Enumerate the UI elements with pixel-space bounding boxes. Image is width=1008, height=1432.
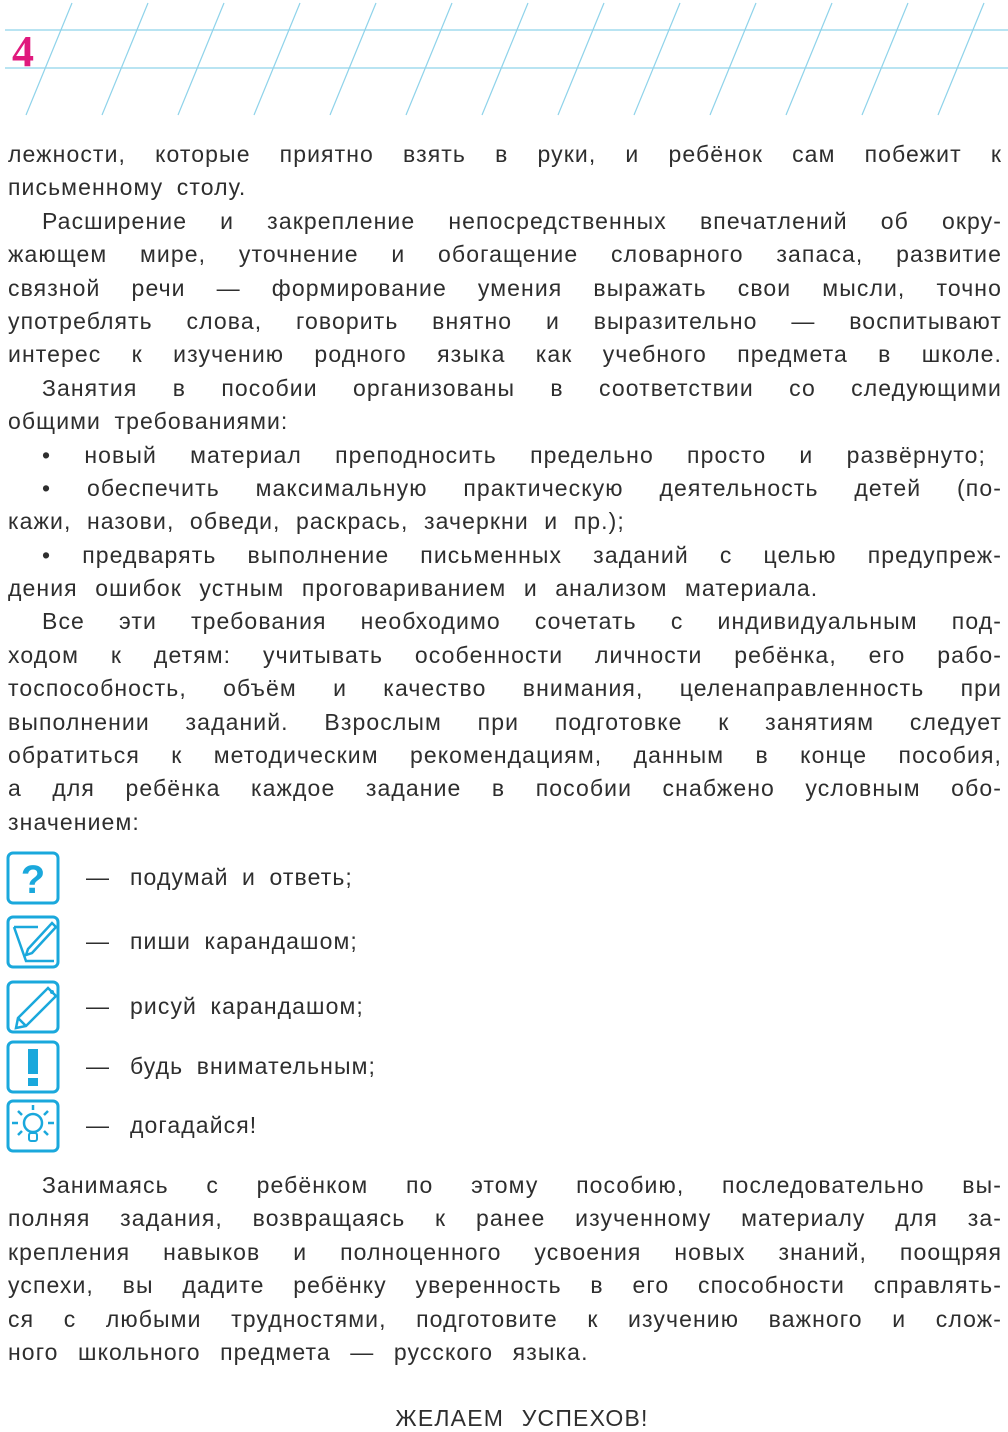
legend-write	[6, 915, 506, 967]
text-line: а для ребёнка каждое задание в пособии снабжено условным обо-	[8, 775, 1002, 802]
text-line: полняя задания, возвращаясь к ранее изученному материалу для за-	[8, 1205, 1002, 1232]
dash: —	[86, 1112, 109, 1138]
legend-attention	[6, 1040, 506, 1092]
text-line: лежности, которые приятно взять в руки, и ребёнок сам побежит к	[8, 141, 1002, 167]
pencil-icon	[6, 980, 60, 1034]
text-line: обратиться к методическим рекомендациям, данным в конце пособия,	[8, 742, 1002, 769]
legend-text: будь внимательным;	[130, 1053, 377, 1079]
bullet-line: • предварять выполнение письменных заданий с целью предупреж-	[42, 541, 1002, 568]
slant-line	[406, 3, 452, 115]
text-line: интерес к изучению родного языка как учебного предмета в школе.	[8, 341, 1002, 368]
slant-line	[634, 3, 680, 115]
slant-line	[710, 3, 756, 115]
slant-line	[482, 3, 528, 115]
text-line: тоспособность, объём и качество внимания, целенаправленность при	[8, 675, 1002, 702]
slant-line	[558, 3, 604, 115]
text-line: связной речи — формирование умения выражать свои мысли, точно	[8, 274, 1002, 301]
bullet-line: • обеспечить максимальную практическую деятельность детей (по-	[42, 474, 1002, 501]
slant-line	[102, 3, 148, 115]
lightbulb-icon	[6, 1099, 60, 1153]
text-line: выполнении заданий. Взрослым при подготовке к занятиям следует	[8, 708, 1002, 735]
legend-text: догадайся!	[130, 1112, 258, 1138]
text-line: ходом к детям: учитывать особенности личности ребёнка, его рабо-	[8, 641, 1002, 668]
text-line: крепления навыков и полноценного усвоения новых знаний, поощряя	[8, 1238, 1002, 1265]
text-line: успехи, вы дадите ребёнку уверенность в его способности справлять-	[8, 1272, 1002, 1299]
dash: —	[86, 864, 109, 890]
text-line: дения ошибок устным проговариванием и анализом материала.	[8, 575, 819, 602]
write-pen-icon	[6, 915, 60, 969]
slant-line	[330, 3, 376, 115]
copybook-ruling	[0, 0, 1008, 120]
text-line: Занимаясь с ребёнком по этому пособию, последовательно вы-	[42, 1172, 1002, 1198]
text-line: Расширение и закрепление непосредственных впечатлений об окру-	[42, 207, 1002, 234]
text-line: ного школьного предмета — русского языка.	[8, 1338, 589, 1365]
text-line: употреблять слова, говорить внятно и выразительно — воспитывают	[8, 307, 1002, 334]
text-line: значением:	[8, 808, 140, 835]
dash: —	[86, 993, 109, 1019]
legend-text: подумай и ответь;	[130, 864, 353, 890]
slant-line	[938, 3, 984, 115]
legend-guess	[6, 1099, 506, 1151]
text-line: письменному столу.	[8, 174, 247, 201]
slant-line	[178, 3, 224, 115]
exclamation-icon	[6, 1040, 60, 1094]
legend-draw	[6, 980, 506, 1032]
text-line: Все эти требования необходимо сочетать с индивидуальным под-	[42, 608, 1002, 635]
svg-text:?: ?	[20, 858, 46, 902]
text-line: кажи, назови, обведи, раскрась, зачеркни и пр.);	[8, 508, 625, 535]
final-text	[8, 1169, 1002, 1369]
slant-line	[254, 3, 300, 115]
closing-wish: ЖЕЛАЕМ УСПЕХОВ!	[395, 1405, 649, 1431]
dash: —	[86, 1053, 109, 1079]
dash: —	[86, 928, 109, 954]
text-line: ся с любыми трудностями, подготовите к изучению важного и слож-	[8, 1305, 1002, 1332]
question-icon	[6, 851, 60, 905]
legend-text: рисуй карандашом;	[130, 993, 364, 1019]
intro-text	[8, 138, 1002, 839]
page-number: 4	[12, 27, 34, 76]
legend-think-answer	[6, 851, 506, 903]
legend-text: пиши карандашом;	[130, 928, 358, 954]
text-line: жающем мире, уточнение и обогащение словарного запаса, развитие	[8, 241, 1002, 268]
text-line: общими требованиями:	[8, 408, 289, 435]
slant-line	[786, 3, 832, 115]
bullet-line: • новый материал преподносить предельно просто и развёрнуто;	[42, 441, 986, 468]
slant-line	[862, 3, 908, 115]
text-line: Занятия в пособии организованы в соответствии со следующими	[42, 374, 1002, 401]
